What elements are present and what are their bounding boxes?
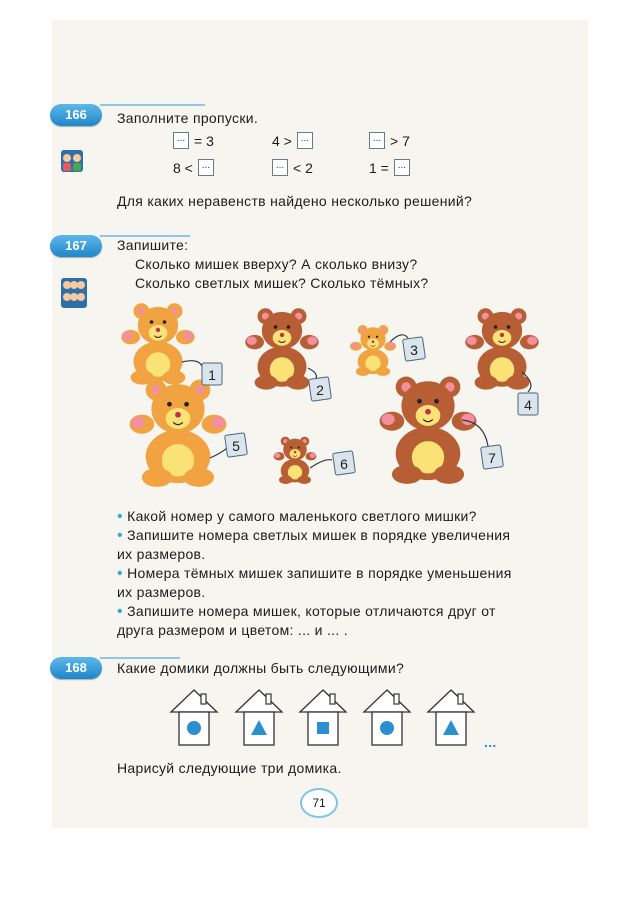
header-rule-168 [100,657,180,659]
exercise-168-task: Нарисуй следующие три домика. [117,760,342,776]
question-text: их размеров. [117,546,206,562]
bullet-icon: • [117,527,123,544]
bear-1 [121,303,194,384]
continuation-dots: ... [484,734,497,750]
expr-1 [173,132,214,149]
question-line [117,621,577,640]
gap-box[interactable]: ... [394,159,410,176]
question-line [117,545,577,564]
question-text: друга размером и цветом: ... и ... . [117,622,348,638]
circle-shape [187,721,201,735]
house-4 [364,690,410,745]
gap-box[interactable]: ... [272,159,288,176]
question-line [117,526,577,545]
question-text: Номера тёмных мишек запишите в порядке уменьшения [127,565,512,581]
bear-3 [350,325,396,376]
tag-label: 6 [340,456,348,472]
exercise-167-questions [117,507,577,640]
bear-6 [274,437,317,484]
houses-row [165,688,495,750]
square-shape [317,722,329,734]
tag-label: 7 [488,450,496,466]
gap-box[interactable]: ... [297,132,313,149]
bear-2 [245,308,318,389]
exercise-badge-166: 166 [50,104,102,126]
expr-text: < 2 [293,159,313,176]
bullet-icon: • [117,508,123,525]
tag-7 [481,445,504,470]
expr-text: = 3 [194,132,214,149]
tag-4 [518,393,538,415]
question-line [117,507,577,526]
gap-box[interactable]: ... [198,159,214,176]
question-line [117,583,577,602]
exercise-168-title: Какие домики должны быть следующими? [117,660,405,676]
exercise-badge-167: 167 [50,235,102,257]
tag-label: 1 [208,367,216,383]
bullet-icon: • [117,565,123,582]
bear-7 [380,377,477,484]
tag-5 [225,433,248,458]
tag-label: 4 [524,397,532,413]
tag-3 [403,337,426,362]
house-1 [171,690,217,745]
exercise-167-line2: Сколько светлых мишек? Сколько тёмных? [135,275,429,291]
expr-text: 4 > [272,132,292,149]
expr-4 [173,159,214,176]
question-text: их размеров. [117,584,206,600]
expr-text: > 7 [390,132,410,149]
house-3 [300,690,346,745]
page-number: 71 [300,788,338,818]
tag-label: 3 [410,342,418,358]
expr-6 [369,159,410,176]
exercise-badge-168: 168 [50,657,102,679]
exercise-167-title: Запишите: [117,237,189,253]
exercise-166-question: Для каких неравенств найдено несколько решений? [117,193,473,209]
tag-label: 2 [316,382,324,398]
group-work-icon [61,278,87,308]
header-rule-166 [100,104,205,106]
expr-2 [272,132,313,149]
tag-1 [202,363,222,385]
circle-shape [380,721,394,735]
tag-2 [309,377,332,402]
bear-5 [130,380,227,487]
pair-work-icon [61,150,83,172]
tag-6 [333,451,356,476]
house-5 [428,690,474,745]
exercise-167-line1: Сколько мишек вверху? А сколько внизу? [135,256,418,272]
bullet-icon: • [117,603,123,620]
expr-5 [272,159,313,176]
gap-box[interactable]: ... [173,132,189,149]
question-line [117,602,577,621]
question-text: Какой номер у самого маленького светлого мишки? [127,508,477,524]
bears-illustration [90,300,560,500]
gap-box[interactable]: ... [369,132,385,149]
expr-3 [369,132,410,149]
exercise-166-title: Заполните пропуски. [117,110,259,126]
question-text: Запишите номера светлых мишек в порядке увеличения [127,527,511,543]
house-2 [236,690,282,745]
expr-text: 8 < [173,159,193,176]
tag-label: 5 [232,438,240,454]
question-text: Запишите номера мишек, которые отличаются друг от [127,603,496,619]
expr-text: 1 = [369,159,389,176]
question-line [117,564,577,583]
